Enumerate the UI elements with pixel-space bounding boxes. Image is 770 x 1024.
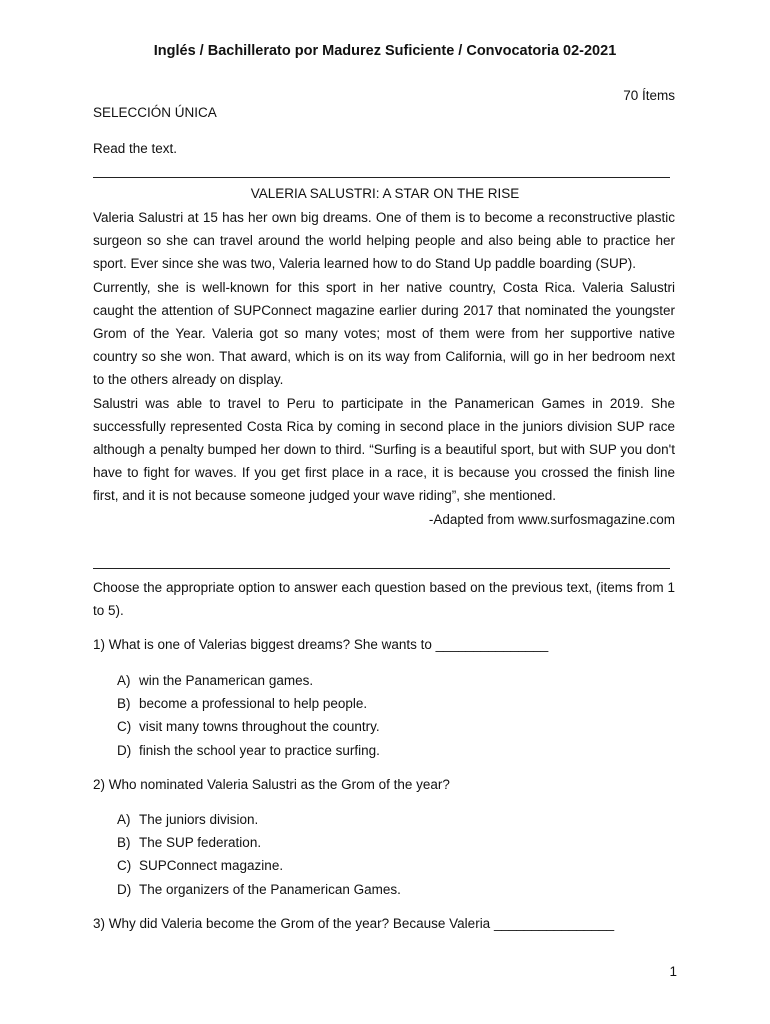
option-text: win the Panamerican games. xyxy=(139,673,314,688)
section-heading: SELECCIÓN ÚNICA xyxy=(93,105,217,120)
option-a[interactable] xyxy=(117,808,401,831)
option-letter: D) xyxy=(117,742,132,758)
option-c[interactable] xyxy=(117,715,380,738)
passage-paragraph-2: Currently, she is well-known for this sport in her native country, Costa Rica. Valeria Salustri caught the attention of SUPConnect magazine earlier during 2017 that nominated the youngster Grom of the Year. Valeria got so many votes; most of them were from her supportive native country so she won. That award, which is on its way from California, will go in her bedroom next to the others already on display. xyxy=(93,279,675,388)
divider-top xyxy=(93,177,670,178)
question-1-options xyxy=(117,669,380,762)
option-c[interactable] xyxy=(117,854,401,877)
divider-bottom xyxy=(93,568,670,569)
option-letter: C) xyxy=(117,858,132,874)
question-2-options xyxy=(117,808,401,901)
option-text: visit many towns throughout the country. xyxy=(139,719,380,735)
option-text: The SUP federation. xyxy=(139,835,262,851)
option-letter: A) xyxy=(117,812,131,827)
passage-source: -Adapted from www.surfosmagazine.com xyxy=(428,511,675,527)
option-text: finish the school year to practice surfing. xyxy=(139,742,380,758)
passage-title: VALERIA SALUSTRI: A STAR ON THE RISE xyxy=(250,186,520,201)
option-letter: B) xyxy=(117,835,131,851)
option-a[interactable] xyxy=(117,669,380,692)
questions-instruction: Choose the appropriate option to answer each question based on the previous text, (items from 1 to 5). xyxy=(93,580,675,618)
question-1: 1) What is one of Valerias biggest dreams? She wants to _______________ xyxy=(93,637,549,652)
option-letter: C) xyxy=(117,719,132,735)
option-text: The juniors division. xyxy=(139,812,259,827)
question-2: 2) Who nominated Valeria Salustri as the Grom of the year? xyxy=(93,777,450,792)
option-d[interactable] xyxy=(117,739,380,762)
reading-instruction: Read the text. xyxy=(93,141,178,156)
option-d[interactable] xyxy=(117,878,401,901)
option-text: The organizers of the Panamerican Games. xyxy=(139,881,401,897)
question-3: 3) Why did Valeria become the Grom of the year? Because Valeria ________________ xyxy=(93,916,615,931)
option-text: become a professional to help people. xyxy=(139,696,368,712)
option-letter: A) xyxy=(117,673,131,688)
option-b[interactable] xyxy=(117,692,380,715)
option-letter: B) xyxy=(117,696,131,712)
option-letter: D) xyxy=(117,881,132,897)
page-number: 1 xyxy=(669,964,677,979)
option-text: SUPConnect magazine. xyxy=(139,858,284,874)
reading-passage xyxy=(93,206,675,531)
passage-paragraph-3: Salustri was able to travel to Peru to participate in the Panamerican Games in 2019. She successfully represented Costa Rica by coming in second place in the juniors division SUP race although a penalty bumped her down to third. “Surfing is a beautiful sport, but with SUP you don't have to fight for waves. If you get first place in a race, it is because you crossed the finish line first, and it is not because someone judged your wave riding”, she mentioned. xyxy=(93,395,675,504)
items-count: 70 Ítems xyxy=(623,88,675,103)
document-title: Inglés / Bachillerato por Madurez Suficiente / Convocatoria 02-2021 xyxy=(153,43,617,59)
passage-paragraph-1: Valeria Salustri at 15 has her own big dreams. One of them is to become a reconstructive plastic surgeon so she can travel around the world helping people and also being able to practice her sport. Ever since she was two, Valeria learned how to do Stand Up paddle boarding (SUP). xyxy=(93,210,675,272)
option-b[interactable] xyxy=(117,831,401,854)
